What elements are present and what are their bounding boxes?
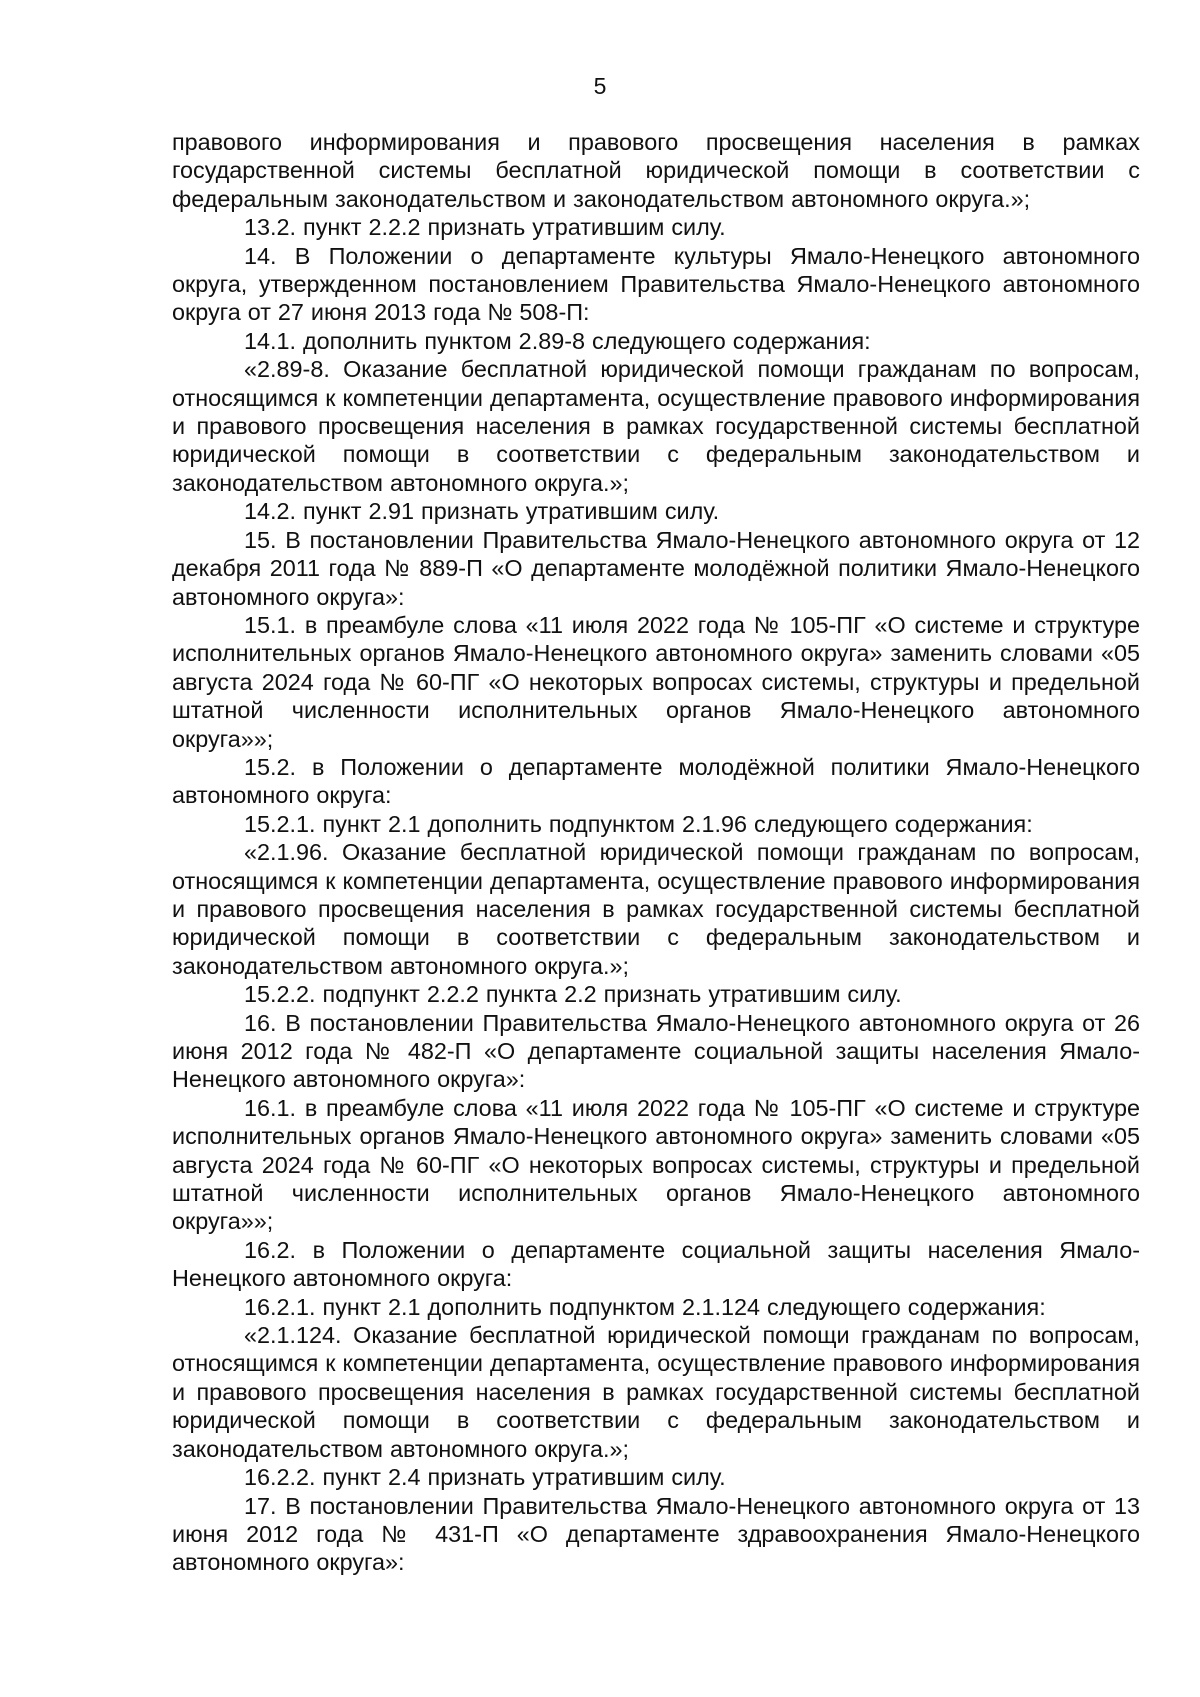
paragraph: «2.1.124. Оказание бесплатной юридической помощи гражданам по вопросам, относящимся к компетенции департамента, осуществление правового информирования и правового просвещения населения в рамках государственной системы бесплатной юридической помощи в соответствии с федеральным законодательством и законодательством автономного округа.»;	[172, 1322, 1140, 1462]
paragraph: «2.89-8. Оказание бесплатной юридической помощи гражданам по вопросам, относящимся к компетенции департамента, осуществление правового информирования и правового просвещения населения в рамках государственной системы бесплатной юридической помощи в соответствии с федеральным законодательством и законодательством автономного округа.»;	[172, 356, 1140, 496]
paragraph: 15.1. в преамбуле слова «11 июля 2022 года № 105-ПГ «О системе и структуре исполнительных органов Ямало-Ненецкого автономного округа» заменить словами «05 августа 2024 года № 60-ПГ «О некоторых вопросах системы, структуры и предельной штатной численности исполнительных органов Ямало-Ненецкого автономного округа»»;	[172, 611, 1140, 752]
paragraph: 16. В постановлении Правительства Ямало-Ненецкого автономного округа от 26 июня 2012 года № 482-П «О департаменте социальной защиты населения Ямало-Ненецкого автономного округа»:	[172, 1009, 1140, 1093]
paragraph: 16.1. в преамбуле слова «11 июля 2022 года № 105-ПГ «О системе и структуре исполнительных органов Ямало-Ненецкого автономного округа» заменить словами «05 августа 2024 года № 60-ПГ «О некоторых вопросах системы, структуры и предельной штатной численности исполнительных органов Ямало-Ненецкого автономного округа»»;	[172, 1094, 1140, 1235]
paragraph: 17. В постановлении Правительства Ямало-Ненецкого автономного округа от 13 июня 2012 года № 431-П «О департаменте здравоохранения Ямало-Ненецкого автономного округа»:	[172, 1492, 1140, 1576]
document-body	[172, 128, 1140, 1577]
paragraph: 13.2. пункт 2.2.2 признать утратившим силу.	[244, 214, 726, 241]
paragraph: «2.1.96. Оказание бесплатной юридической помощи гражданам по вопросам, относящимся к компетенции департамента, осуществление правового информирования и правового просвещения населения в рамках государственной системы бесплатной юридической помощи в соответствии с федеральным законодательством и законодательством автономного округа.»;	[172, 839, 1140, 979]
paragraph: правового информирования и правового просвещения населения в рамках государственной системы бесплатной юридической помощи в соответствии с федеральным законодательством и законодательством автономного округа.»;	[172, 129, 1140, 212]
paragraph: 14.2. пункт 2.91 признать утратившим силу.	[244, 498, 720, 525]
page-number: 5	[593, 73, 607, 99]
paragraph: 14. В Положении о департаменте культуры Ямало-Ненецкого автономного округа, утвержденном постановлением Правительства Ямало-Ненецкого автономного округа от 27 июня 2013 года № 508-П:	[172, 242, 1140, 326]
paragraph: 16.2.2. пункт 2.4 признать утратившим силу.	[244, 1464, 726, 1491]
paragraph: 15.2.1. пункт 2.1 дополнить подпунктом 2.1.96 следующего содержания:	[244, 810, 1033, 837]
paragraph: 15.2.2. подпункт 2.2.2 пункта 2.2 признать утратившим силу.	[244, 981, 902, 1008]
paragraph: 15. В постановлении Правительства Ямало-Ненецкого автономного округа от 12 декабря 2011 года № 889-П «О департаменте молодёжной политики Ямало-Ненецкого автономного округа»:	[172, 526, 1140, 610]
paragraph: 15.2. в Положении о департаменте молодёжной политики Ямало-Ненецкого автономного округа:	[172, 753, 1140, 809]
paragraph: 16.2.1. пункт 2.1 дополнить подпунктом 2.1.124 следующего содержания:	[244, 1293, 1046, 1320]
paragraph: 14.1. дополнить пунктом 2.89-8 следующего содержания:	[244, 327, 871, 354]
paragraph: 16.2. в Положении о департаменте социальной защиты населения Ямало-Ненецкого автономного округа:	[172, 1236, 1140, 1292]
